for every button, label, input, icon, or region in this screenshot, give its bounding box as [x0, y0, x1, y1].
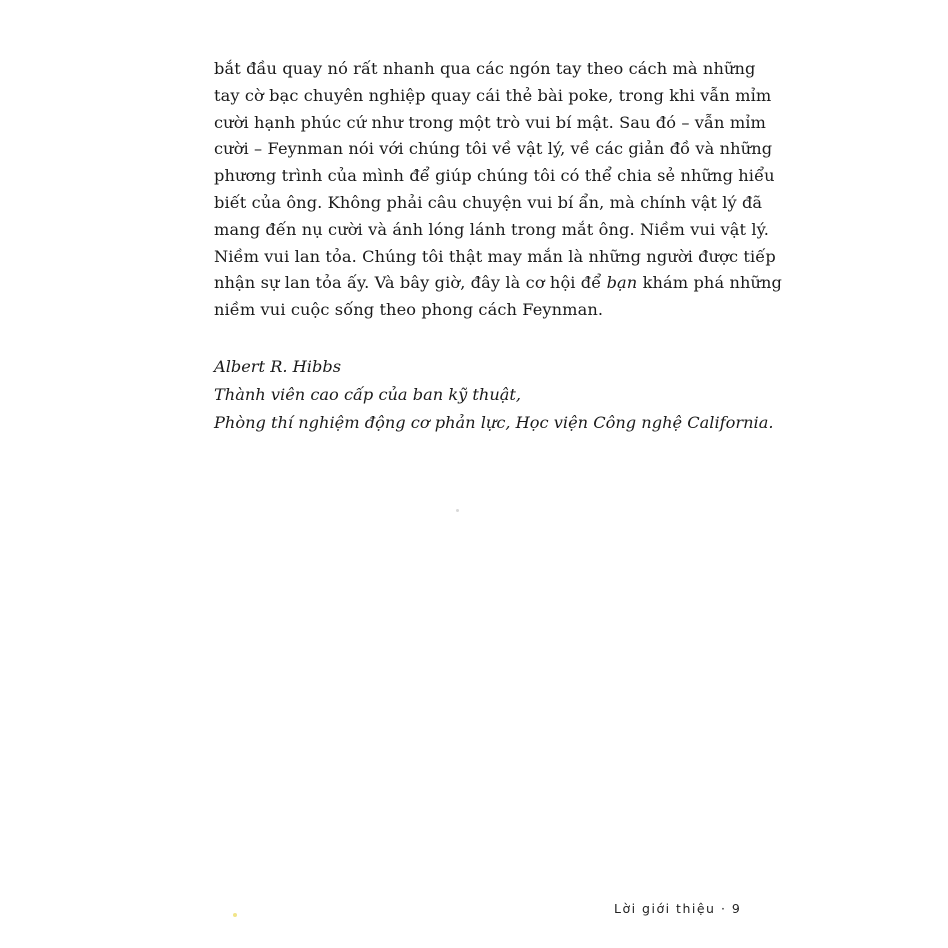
paragraph-line: mang đến nụ cười và ánh lóng lánh trong mắt ông. Niềm vui vật lý. — [214, 219, 769, 239]
paragraph-line: tay cờ bạc chuyên nghiệp quay cái thẻ bài poke, trong khi vẫn mỉm — [214, 85, 772, 105]
page-footer — [614, 901, 744, 916]
footer-separator: · — [720, 901, 727, 916]
footer-section-title: Lời giới thiệu — [614, 901, 716, 916]
paragraph-line-last: niềm vui cuộc sống theo phong cách Feynman. — [214, 300, 604, 320]
paragraph-line: cười hạnh phúc cứ như trong một trò vui bí mật. Sau đó – vẫn mỉm — [214, 112, 767, 132]
paragraph-line: Niềm vui lan tỏa. Chúng tôi thật may mắn là những người được tiếp — [214, 246, 776, 266]
paragraph-line: cười – Feynman nói với chúng tôi về vật lý, về các giản đồ và những — [214, 139, 773, 159]
paragraph-line-emphasis — [214, 270, 783, 297]
author-title: Thành viên cao cấp của ban kỹ thuật, — [214, 384, 522, 404]
paper-speck — [456, 509, 459, 512]
paper-speck — [233, 913, 237, 917]
paragraph-line: bắt đầu quay nó rất nhanh qua các ngón tay theo cách mà những — [214, 59, 756, 78]
paragraph-line: biết của ông. Không phải câu chuyện vui bí ẩn, mà chính vật lý đã — [214, 192, 763, 212]
author-organization: Phòng thí nghiệm động cơ phản lực, Học viện Công nghệ California. — [214, 412, 774, 432]
paragraph-line: phương trình của mình để giúp chúng tôi có thể chia sẻ những hiểu — [214, 166, 775, 186]
paragraph-line-start: nhận sự lan tỏa ấy. Và bây giờ, đây là cơ hội để — [214, 273, 602, 293]
body-paragraph — [214, 56, 783, 324]
emphasized-word: bạn — [606, 273, 638, 293]
author-name: Albert R. Hibbs — [214, 357, 342, 376]
paragraph-line-end: khám phá những — [642, 273, 783, 293]
signature-block — [214, 353, 774, 436]
page-number: 9 — [731, 901, 742, 916]
